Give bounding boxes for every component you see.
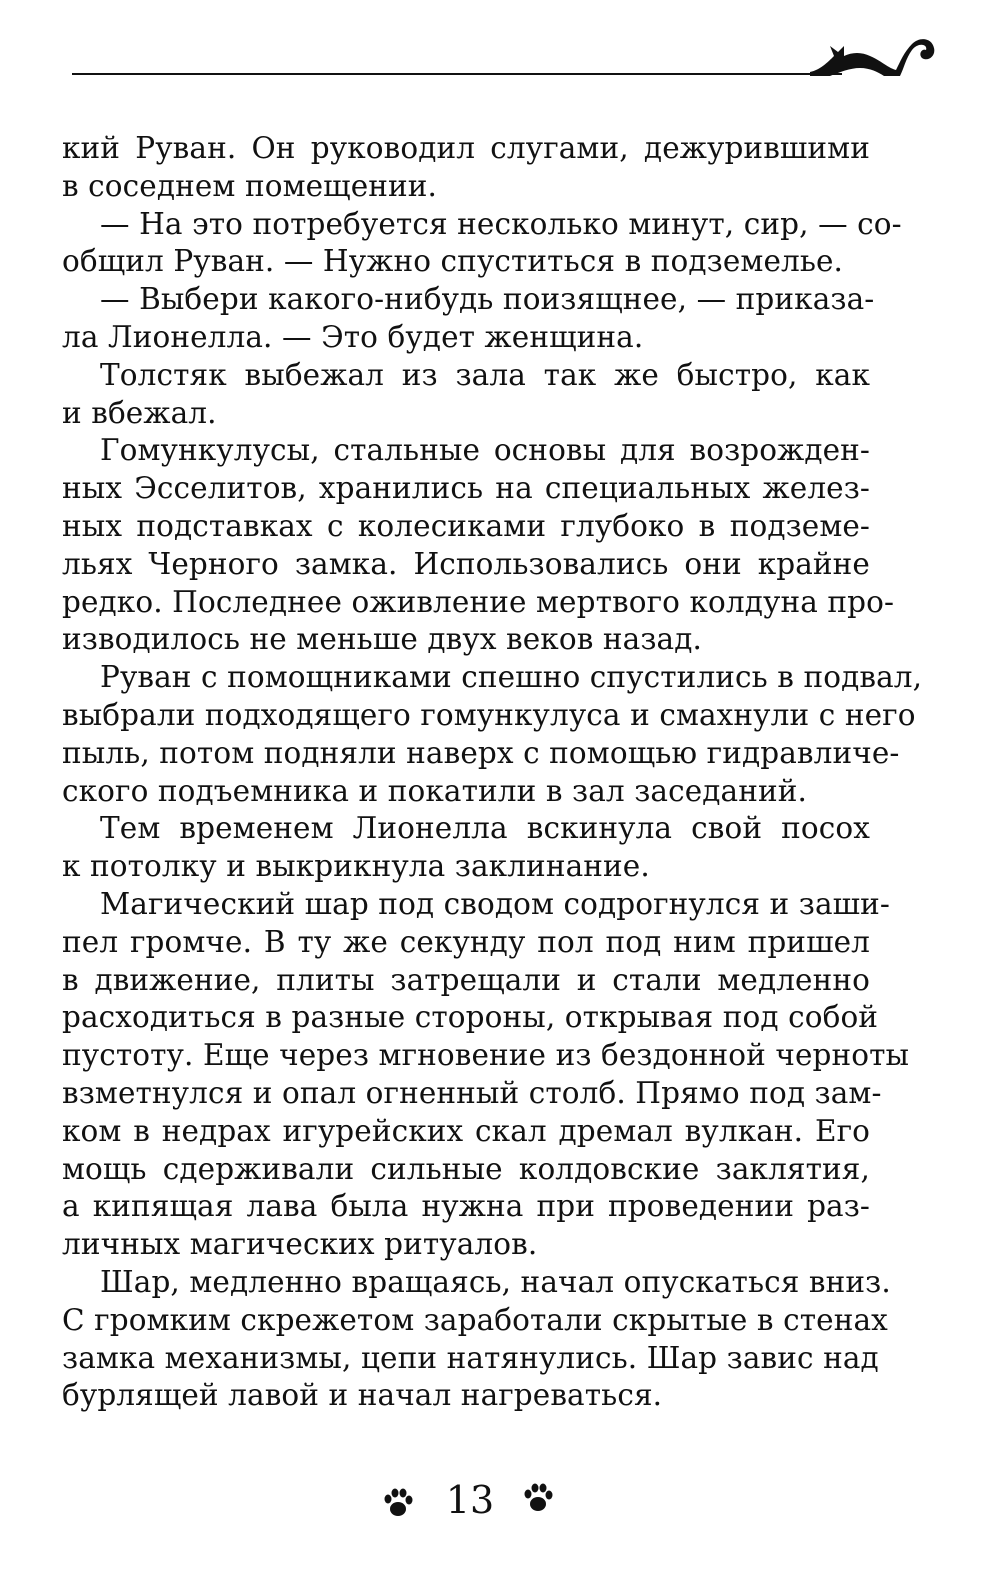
text-line: личных магических ритуалов. — [62, 1227, 538, 1262]
text-line: Гомункулусы, стальные основы для возрожден- — [100, 433, 870, 468]
text-line: Толстяк выбежал из зала так же быстро, как — [100, 357, 870, 392]
text-line: льях Черного замка. Использовались они крайне — [62, 546, 870, 581]
text-line: пустоту. Еще через мгновение из бездонной черноты — [62, 1038, 910, 1073]
text-line: ского подъемника и покатили в зал заседаний. — [62, 773, 807, 808]
paw-print-icon — [520, 1480, 556, 1516]
text-line: расходиться в разные стороны, открывая под собой — [62, 1000, 879, 1035]
text-line: С громким скрежетом заработали скрытые в стенах — [62, 1302, 888, 1337]
text-line: а кипящая лава была нужна при проведении раз- — [62, 1189, 870, 1224]
text-line: в движение, плиты затрещали и стали медленно — [62, 962, 870, 997]
header-rule — [72, 73, 842, 75]
text-line: бурлящей лавой и начал нагреваться. — [62, 1378, 663, 1413]
text-line: мощь сдерживали сильные колдовские заклятия, — [62, 1151, 870, 1186]
text-line: общил Руван. — Нужно спуститься в подземелье. — [62, 244, 844, 279]
text-line: Тем временем Лионелла вскинула свой посох — [100, 811, 870, 846]
text-line: пыль, потом подняли наверх с помощью гидравличе- — [62, 735, 900, 770]
text-line: к потолку и выкрикнула заклинание. — [62, 849, 650, 884]
text-line: редко. Последнее оживление мертвого колдуна про- — [62, 584, 895, 619]
text-line: выбрали подходящего гомункулуса и смахнули с него — [62, 697, 916, 732]
cat-silhouette-icon — [800, 22, 940, 82]
page-footer — [0, 1475, 1000, 1535]
text-line: Магический шар под сводом содрогнулся и заши- — [100, 886, 890, 921]
text-line: — На это потребуется несколько минут, сир, — со- — [100, 206, 902, 241]
text-line: кий Руван. Он руководил слугами, дежурившими — [62, 131, 870, 165]
page-number: 13 — [445, 1478, 495, 1522]
text-line: ла Лионелла. — Это будет женщина. — [62, 319, 644, 354]
text-line: ных Эсселитов, хранились на специальных желез- — [62, 471, 870, 506]
text-line: в соседнем помещении. — [62, 168, 438, 203]
text-line: ных подставках с колесиками глубоко в подземе- — [62, 508, 870, 543]
text-line: замка механизмы, цепи натянулись. Шар завис над — [62, 1340, 879, 1375]
text-line: ком в недрах игурейских скал дремал вулкан. Его — [62, 1113, 870, 1148]
text-line: и вбежал. — [62, 395, 217, 430]
page-text — [62, 130, 923, 1415]
text-line: изводилось не меньше двух веков назад. — [62, 622, 702, 657]
paw-print-icon — [380, 1485, 416, 1521]
text-line: — Выбери какого-нибудь поизящнее, — приказа- — [100, 282, 875, 317]
text-line: пел громче. В ту же секунду пол под ним пришел — [62, 924, 870, 959]
text-line: взметнулся и опал огненный столб. Прямо под зам- — [62, 1075, 882, 1110]
text-line: Руван с помощниками спешно спустились в подвал, — [100, 660, 923, 695]
text-line: Шар, медленно вращаясь, начал опускаться вниз. — [100, 1264, 891, 1299]
